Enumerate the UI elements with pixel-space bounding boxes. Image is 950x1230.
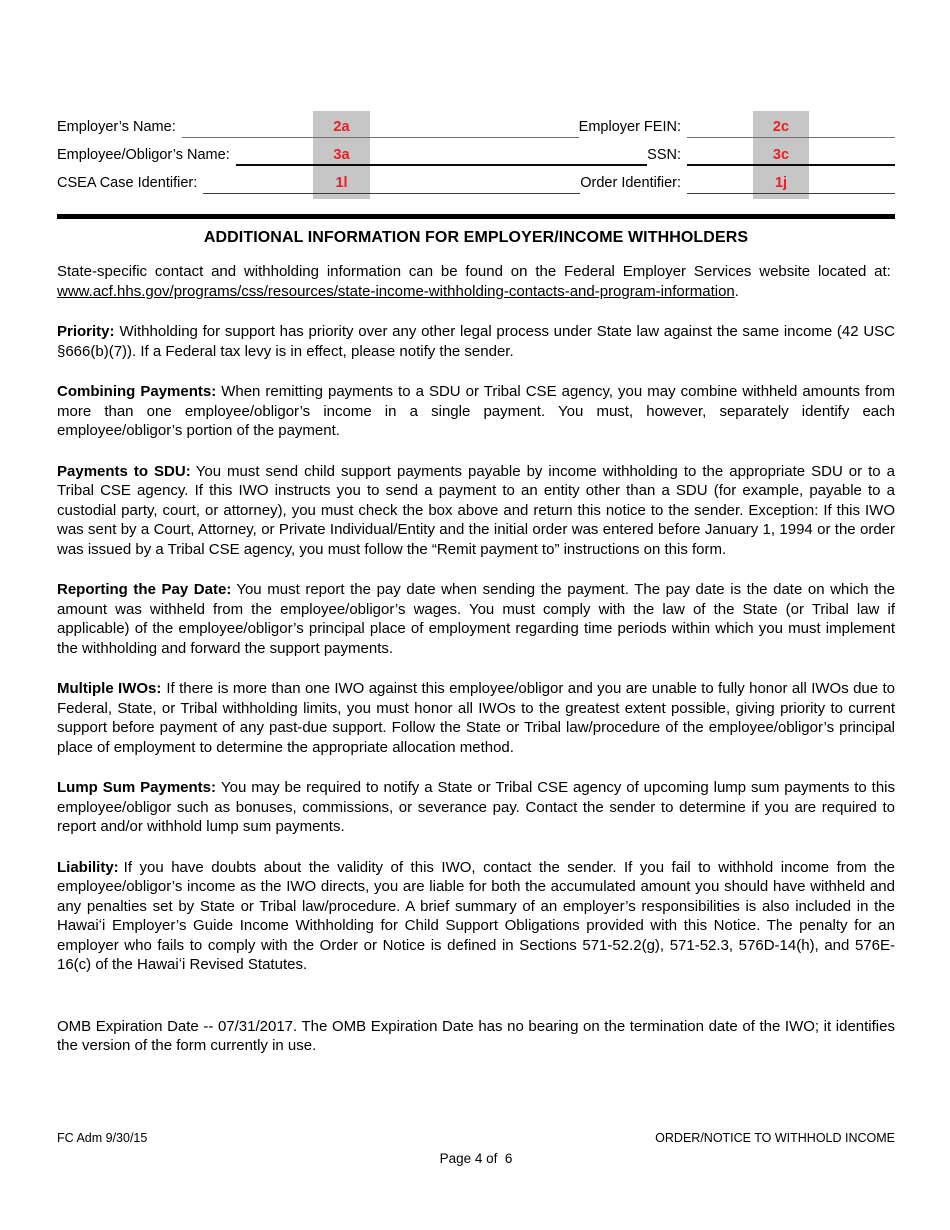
payments-to-sdu-lead: Payments to SDU:	[57, 462, 191, 480]
employer-name-field[interactable]	[182, 137, 579, 138]
field-code-2a: 2a	[333, 118, 350, 135]
lump-sum-payments-text: You may be required to notify a State or Tribal CSE agency of upcoming lump sum payments to this employee/obligor such as bonuses, commissions, or severance pay. Contact the sender to determine if you are required to report and/or withhold lump sum payments.	[57, 779, 895, 835]
section-title: ADDITIONAL INFORMATION FOR EMPLOYER/INCOME WITHHOLDERS	[203, 229, 749, 246]
intro-text-before: State-specific contact and withholding information can be found on the Federal Employer Services website located at:	[57, 263, 895, 280]
combining-payments-text: When remitting payments to a SDU or Tribal CSE agency, you may combine withheld amounts from more than one employee/obligor’s income in a single payment. You must, however, separately identify each employee/obligor’s portion of the payment.	[57, 383, 895, 439]
form-id: FC Adm 9/30/15	[57, 1131, 148, 1145]
header-fields	[57, 111, 895, 195]
paragraph-lump-sum-payments	[57, 778, 895, 837]
multiple-iwos-text: If there is more than one IWO against this employee/obligor and you are unable to fully honor all IWOs due to Federal, State, or Tribal withholding limits, you must honor all IWOs to the greatest extent possible, giving priority to current support before payment of any past-due support. Follow the State or Tribal law/procedure of the employee/obligor’s principal place of employment to determine the appropriate allocation method.	[57, 680, 895, 756]
code-column-left	[313, 111, 370, 195]
field-code-2c: 2c	[772, 118, 790, 135]
priority-lead: Priority:	[57, 323, 115, 340]
employee-obligor-name-label: Employee/Obligor’s Name:	[57, 147, 230, 163]
paragraph-payments-to-sdu	[57, 462, 895, 560]
page-indicator: Page 4 of 6	[439, 1151, 513, 1166]
order-identifier-label: Order Identifier:	[580, 175, 681, 191]
liability-text: If you have doubts about the validity of this IWO, contact the sender. If you fail to withhold income from the employee/obligor’s income as the IWO directs, you are liable for both the accumulated amount you should have withheld and any penalties set by State or Tribal law/procedure. A brief summary of an employer’s responsibilities is also included in the Hawaiʻi Employer’s Guide Income Withholding for Child Support Obligations provided with this Notice. The penalty for an employer who fails to comply with the Order or Notice is defined in Sections 571-52.2(g), 571-52.3, 576D-14(h), and 576E-16(c) of the Hawaiʻi Revised Statutes.	[57, 858, 895, 973]
section-divider	[57, 214, 895, 219]
priority-text: Withholding for support has priority over any other legal process under State law against the same income (42 USC §666(b)(7)). If a Federal tax levy is in effect, please notify the sender.	[57, 323, 895, 360]
field-code-1j: 1j	[774, 174, 788, 191]
combining-payments-lead: Combining Payments:	[57, 383, 217, 400]
employer-fein-label: Employer FEIN:	[578, 119, 681, 135]
multiple-iwos-lead: Multiple IWOs:	[57, 680, 162, 697]
page-footer	[57, 1131, 895, 1146]
paragraph-reporting-pay-date	[57, 580, 895, 658]
federal-employer-services-link[interactable]: www.acf.hhs.gov/programs/css/resources/state-income-withholding-contacts-and-program-information	[57, 282, 735, 300]
reporting-pay-date-text: You must report the pay date when sending the payment. The pay date is the date on which the amount was withheld from the employee/obligor’s wages. You must comply with the law of the State (or Tribal law if applicable) of the employee/obligor’s principal place of employment regarding time periods within which you must implement the withholding and forward the support payments.	[57, 581, 895, 657]
employer-name-label: Employer’s Name:	[57, 119, 176, 135]
code-column-right	[753, 111, 809, 195]
paragraph-multiple-iwos	[57, 679, 895, 757]
field-code-3a: 3a	[333, 146, 350, 163]
lump-sum-payments-lead: Lump Sum Payments:	[57, 779, 217, 796]
reporting-pay-date-lead: Reporting the Pay Date:	[57, 581, 232, 598]
paragraph-state-contacts	[57, 262, 895, 301]
payments-to-sdu-text: You must send child support payments payable by income withholding to the appropriate SDU or to a Tribal CSE agency. If this IWO instructs you to send a payment to an entity other than a SDU (for example, payable to a custodial party, court, or attorney), you must check the box above and return this notice to the sender. Exception: If this IWO was sent by a Court, Attorney, or Private Individual/Entity and the initial order was entered before January 1, 1994 or the order was issued by a Tribal CSE agency, you must follow the “Remit payment to” instructions on this form.	[57, 462, 895, 558]
paragraph-omb-expiration: OMB Expiration Date -- 07/31/2017. The OMB Expiration Date has no bearing on the termination date of the IWO; it identifies the version of the form currently in use.	[57, 1017, 895, 1054]
liability-lead: Liability:	[57, 858, 119, 876]
csea-case-identifier-field[interactable]	[203, 193, 580, 194]
form-title: ORDER/NOTICE TO WITHHOLD INCOME	[655, 1131, 895, 1145]
employee-obligor-name-field[interactable]	[236, 164, 647, 166]
field-code-1l: 1l	[335, 174, 348, 191]
intro-text-after: .	[734, 282, 739, 300]
paragraph-combining-payments	[57, 382, 895, 441]
ssn-label: SSN:	[647, 147, 681, 163]
paragraph-priority	[57, 322, 895, 361]
paragraph-liability	[57, 858, 895, 975]
page-content	[57, 0, 895, 1230]
csea-case-identifier-label: CSEA Case Identifier:	[57, 175, 198, 191]
field-code-3c: 3c	[772, 146, 790, 163]
